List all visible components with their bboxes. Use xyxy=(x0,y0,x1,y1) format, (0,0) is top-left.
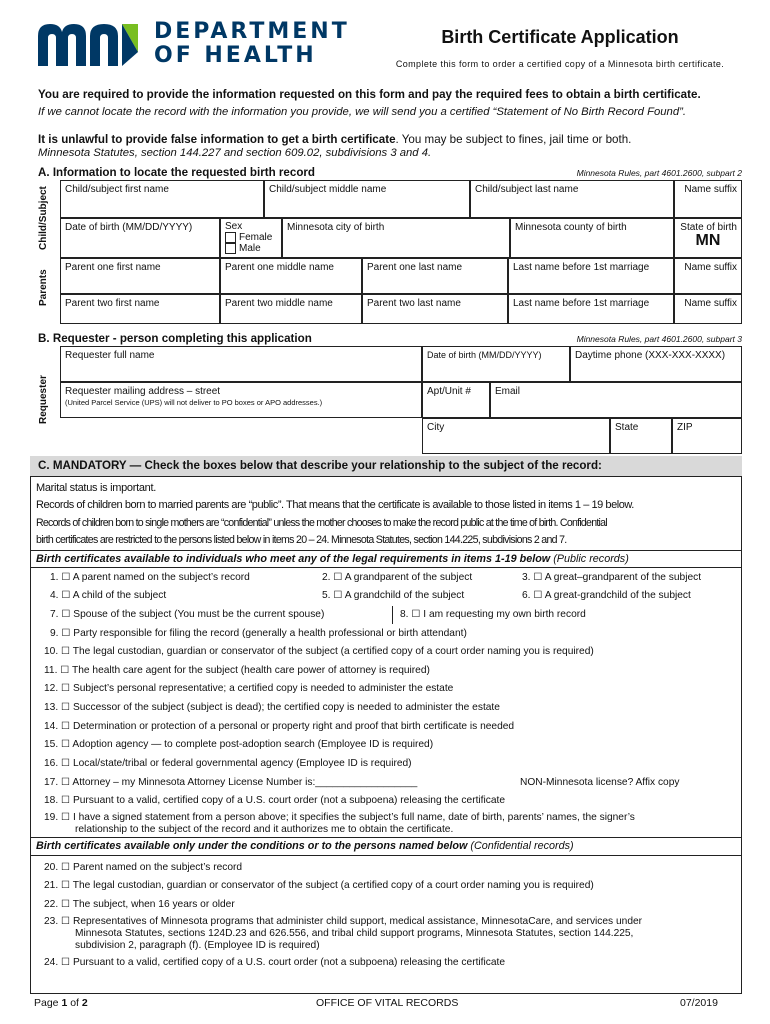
side-parents: Parents xyxy=(38,269,49,307)
page-of: of xyxy=(67,997,82,1009)
state-of-birth-field xyxy=(674,218,742,258)
footer-office: OFFICE OF VITAL RECORDS xyxy=(316,997,459,1009)
requester-email-label: Email xyxy=(495,386,521,397)
item-24[interactable]: 24. ☐ Pursuant to a valid, certified copy of a U.S. court order (not a subpoena) releasing the certificate xyxy=(44,957,506,968)
parent2-suffix-field[interactable] xyxy=(674,294,742,324)
intro-statutes: Minnesota Statutes, section 144.227 and section 609.02, subdivisions 3 and 4. xyxy=(38,147,432,159)
parent2-middle-label: Parent two middle name xyxy=(225,298,333,309)
page-total: 2 xyxy=(81,997,88,1009)
item-6[interactable]: 6. ☐ A great-grandchild of the subject xyxy=(522,590,691,601)
parent1-middle-field[interactable] xyxy=(220,258,362,294)
form-title: Birth Certificate Application xyxy=(441,27,679,47)
intro-unlawful xyxy=(38,133,631,146)
requester-phone-label: Daytime phone (XXX-XXX-XXXX) xyxy=(575,350,726,361)
mdh-logo xyxy=(38,19,350,72)
sex-field xyxy=(220,218,282,258)
parent1-last-field[interactable] xyxy=(362,258,508,294)
requester-dob-label: Date of birth (MM/DD/YYYY) xyxy=(427,350,542,360)
female-checkbox[interactable] xyxy=(225,232,236,243)
section-b-rule: Minnesota Rules, part 4601.2600, subpart 3 xyxy=(576,334,742,344)
dept-line-1: DEPARTMENT xyxy=(154,19,350,44)
sex-label: Sex xyxy=(225,221,243,232)
item-16[interactable]: 16. ☐ Local/state/tribal or federal governmental agency (Employee ID is required) xyxy=(44,758,412,769)
county-of-birth-label: Minnesota county of birth xyxy=(515,222,627,233)
child-suffix-field[interactable] xyxy=(674,180,742,218)
confidential-note-1: Records of children born to single mothers are “confidential” unless the mother chooses to make the record public at the time of birth. Confidential xyxy=(36,517,607,529)
parent1-suffix-field[interactable] xyxy=(674,258,742,294)
side-child-subject: Child/Subject xyxy=(38,186,49,250)
intro-not-found: If we cannot locate the record with the information you provide, we will send you a certified “Statement of No Birth Record Found”. xyxy=(38,106,687,118)
item-13[interactable]: 13. ☐ Successor of the subject (subject is dead); the certified copy is needed to administer the estate xyxy=(44,702,500,713)
conf-heading xyxy=(36,840,574,852)
item-23-cont-1: Minnesota Statutes, sections 124D.23 and 626.556, and tribal child support programs, Minnesota Statutes, section 144.225, xyxy=(75,928,634,939)
item-1[interactable]: 1. ☐ A parent named on the subject’s record xyxy=(50,572,250,583)
item-7[interactable]: 7. ☐ Spouse of the subject (You must be the current spouse) xyxy=(50,609,325,620)
public-heading xyxy=(36,553,629,565)
item-7-8-divider xyxy=(392,606,393,624)
male-checkbox[interactable] xyxy=(225,243,236,254)
requester-zip-label: ZIP xyxy=(677,422,693,433)
child-last-name-field[interactable] xyxy=(470,180,674,218)
item-23-cont-2: subdivision 2, paragraph (f). (Employee ID is required) xyxy=(75,940,320,951)
requester-name-field[interactable] xyxy=(60,346,422,382)
public-tag: (Public records) xyxy=(553,553,629,565)
item-11[interactable]: 11. ☐ The health care agent for the subject (health care power of attorney is required) xyxy=(44,665,430,676)
requester-city-field[interactable] xyxy=(422,418,610,454)
parent1-last-label: Parent one last name xyxy=(367,262,463,273)
child-dob-label: Date of birth (MM/DD/YYYY) xyxy=(65,222,193,233)
requester-address-field[interactable] xyxy=(60,382,422,418)
item-19[interactable]: 19. ☐ I have a signed statement from a person above; it specifies the subject’s full name, date of birth, parents’ names, the signer’s xyxy=(44,812,635,823)
marital-note: Marital status is important. xyxy=(36,482,156,494)
public-note: Records of children born to married parents are “public”. That means that the certificate is available to those listed in items 1 – 19 below. xyxy=(36,499,634,511)
requester-city-label: City xyxy=(427,422,445,433)
ups-note: (United Parcel Service (UPS) will not deliver to PO boxes or APO addresses.) xyxy=(65,398,323,407)
requester-address-label: Requester mailing address – street xyxy=(65,386,221,397)
parent2-first-label: Parent two first name xyxy=(65,298,160,309)
state-of-birth-label: State of birth xyxy=(680,222,737,233)
parent2-last-field[interactable] xyxy=(362,294,508,324)
section-a-rule: Minnesota Rules, part 4601.2600, subpart 2 xyxy=(576,168,742,178)
parent2-last-label: Parent two last name xyxy=(367,298,461,309)
conf-tag: (Confidential records) xyxy=(470,840,574,852)
item-17[interactable]: 17. ☐ Attorney – my Minnesota Attorney License Number is:__________________ xyxy=(44,777,418,788)
city-of-birth-field[interactable] xyxy=(282,218,510,258)
item-17-non-mn: NON-Minnesota license? Affix copy xyxy=(520,777,680,788)
dept-line-2: OF HEALTH xyxy=(154,43,317,68)
parent2-middle-field[interactable] xyxy=(220,294,362,324)
requester-email-field[interactable] xyxy=(490,382,742,418)
item-12[interactable]: 12. ☐ Subject’s personal representative; a certified copy is needed to administer the estate xyxy=(44,683,454,694)
item-14[interactable]: 14. ☐ Determination or protection of a personal or property right and proof that birth certificate is needed xyxy=(44,721,515,732)
item-5[interactable]: 5. ☐ A grandchild of the subject xyxy=(322,590,465,601)
requester-state-label: State xyxy=(615,422,639,433)
parent2-before-marriage-field[interactable] xyxy=(508,294,674,324)
intro-unlawful-bold: It is unlawful to provide false information to get a birth certificate xyxy=(38,133,396,146)
page-number xyxy=(34,997,88,1009)
item-9[interactable]: 9. ☐ Party responsible for filing the record (generally a health professional or birth attendant) xyxy=(50,628,467,639)
parent2-before-label: Last name before 1st marriage xyxy=(513,298,650,309)
male-label: Male xyxy=(239,243,261,255)
requester-dob-field[interactable] xyxy=(422,346,570,382)
parent2-first-field[interactable] xyxy=(60,294,220,324)
item-20[interactable]: 20. ☐ Parent named on the subject’s record xyxy=(44,862,243,873)
section-a-heading: A. Information to locate the requested birth record xyxy=(38,166,315,179)
child-first-label: Child/subject first name xyxy=(65,184,169,195)
item-21[interactable]: 21. ☐ The legal custodian, guardian or conservator of the subject (a certified copy of a court order naming you is required) xyxy=(44,880,594,891)
footer-date: 07/2019 xyxy=(680,997,718,1009)
parent1-first-field[interactable] xyxy=(60,258,220,294)
requester-apt-label: Apt/Unit # xyxy=(427,386,471,397)
page-current: 1 xyxy=(61,997,68,1009)
page-prefix: Page xyxy=(34,997,62,1009)
mn-logo-icon xyxy=(38,22,150,66)
parent1-middle-label: Parent one middle name xyxy=(225,262,334,273)
side-requester: Requester xyxy=(38,375,49,425)
form-subtitle: Complete this form to order a certified copy of a Minnesota birth certificate. xyxy=(395,59,725,69)
parent1-first-label: Parent one first name xyxy=(65,262,161,273)
requester-apt-field[interactable] xyxy=(422,382,490,418)
section-b-heading: B. Requester - person completing this application xyxy=(38,332,312,345)
city-of-birth-label: Minnesota city of birth xyxy=(287,222,385,233)
parent1-suffix-label: Name suffix xyxy=(684,262,737,273)
conf-heading-text: Birth certificates available only under the conditions or to the persons named below xyxy=(36,840,468,852)
child-first-name-field[interactable] xyxy=(60,180,264,218)
intro-required: You are required to provide the information requested on this form and pay the required fees to obtain a birth certificate. xyxy=(38,88,701,101)
confidential-note-2: birth certificates are restricted to the persons listed below in items 20 – 24. Minnesota Statutes, section 144.225, subdivisions 2 and 7. xyxy=(36,534,567,546)
female-label: Female xyxy=(239,232,273,244)
public-heading-text: Birth certificates available to individuals who meet any of the legal requirements in items 1-19 below xyxy=(36,553,551,565)
intro-unlawful-rest: . You may be subject to fines, jail time or both. xyxy=(395,133,632,146)
child-suffix-label: Name suffix xyxy=(684,184,737,195)
child-last-label: Child/subject last name xyxy=(475,184,579,195)
item-22[interactable]: 22. ☐ The subject, when 16 years or older xyxy=(44,899,235,910)
requester-state-field[interactable] xyxy=(610,418,672,454)
item-19-cont: relationship to the subject of the record and it authorizes me to obtain the certificate. xyxy=(75,824,454,835)
parent1-before-label: Last name before 1st marriage xyxy=(513,262,650,273)
child-dob-field[interactable] xyxy=(60,218,220,258)
item-15[interactable]: 15. ☐ Adoption agency — to complete post-adoption search (Employee ID is required) xyxy=(44,739,434,750)
item-2[interactable]: 2. ☐ A grandparent of the subject xyxy=(322,572,473,583)
parent2-suffix-label: Name suffix xyxy=(684,298,737,309)
child-middle-label: Child/subject middle name xyxy=(269,184,387,195)
state-of-birth-value: MN xyxy=(695,232,721,249)
requester-name-label: Requester full name xyxy=(65,350,155,361)
parent1-before-marriage-field[interactable] xyxy=(508,258,674,294)
item-18[interactable]: 18. ☐ Pursuant to a valid, certified copy of a U.S. court order (not a subpoena) releasing the certificate xyxy=(44,795,506,806)
section-c-heading: C. MANDATORY — Check the boxes below that describe your relationship to the subject of the record: xyxy=(38,459,602,472)
requester-phone-field[interactable] xyxy=(570,346,742,382)
requester-zip-field[interactable] xyxy=(672,418,742,454)
county-of-birth-field[interactable] xyxy=(510,218,674,258)
item-4[interactable]: 4. ☐ A child of the subject xyxy=(50,590,167,601)
child-middle-name-field[interactable] xyxy=(264,180,470,218)
item-3[interactable]: 3. ☐ A great–grandparent of the subject xyxy=(522,572,702,583)
item-10[interactable]: 10. ☐ The legal custodian, guardian or conservator of the subject (a certified copy of a court order naming you is required) xyxy=(44,646,594,657)
item-23[interactable]: 23. ☐ Representatives of Minnesota programs that administer child support, medical assistance, MinnesotaCare, and services under xyxy=(44,916,643,927)
item-8[interactable]: 8. ☐ I am requesting my own birth record xyxy=(400,609,586,620)
